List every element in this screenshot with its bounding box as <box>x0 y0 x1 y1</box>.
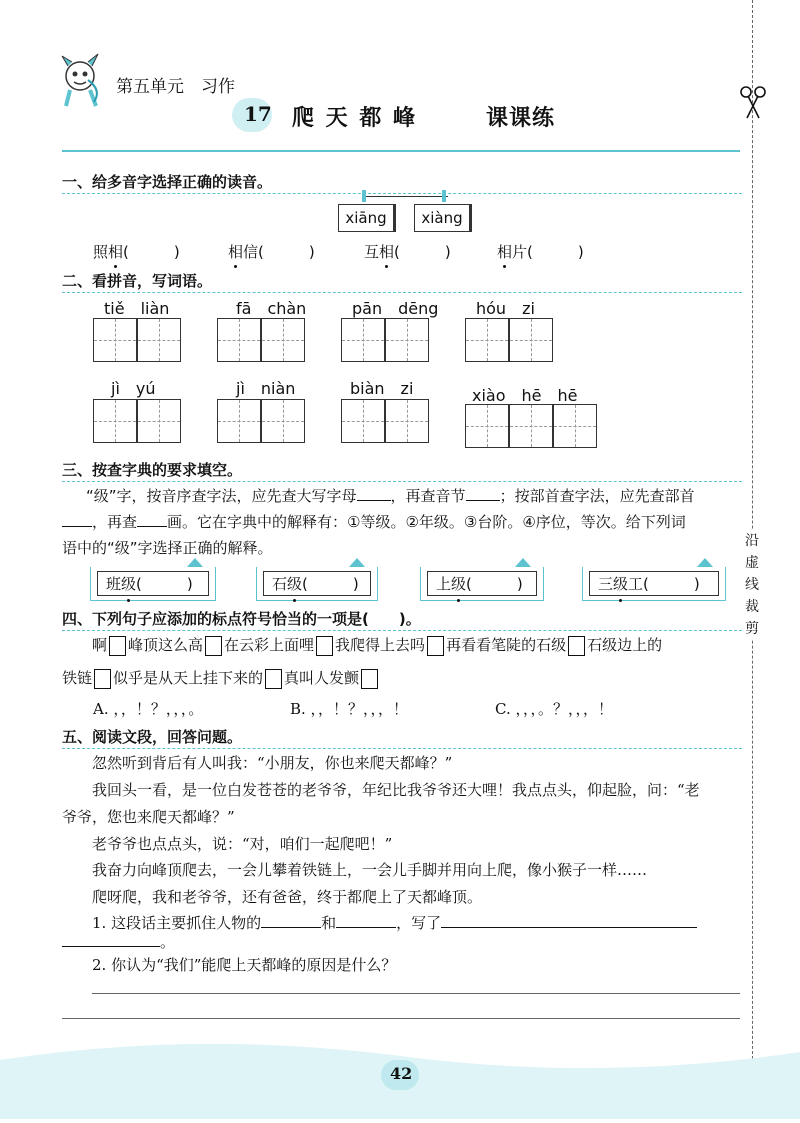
word-char: 石 <box>272 575 288 593</box>
passage-line: 我回头一看，是一位白发苍苍的老爷爷，年纪比我爷爷还大哩！我点点头，仰起脸，问：“老 <box>92 781 700 799</box>
punctuation-box[interactable] <box>94 669 111 689</box>
card-body <box>589 571 719 596</box>
card-body <box>97 571 209 596</box>
q3-title: 三、按查字典的要求填空。 <box>62 461 243 479</box>
mascot-icon <box>58 50 106 110</box>
pinyin-prompt: xiào hē hē <box>472 386 578 405</box>
q3-text: ；按部首查字法，应先查部首 <box>499 487 695 505</box>
target-char: 级 <box>287 572 302 596</box>
pinyin-prompt: jì yú <box>111 379 156 398</box>
target-char: 级 <box>613 572 628 596</box>
answer-blank[interactable] <box>137 526 167 527</box>
q4-sentence-line <box>92 634 662 656</box>
passage-line: 爷爷，您也来爬天都峰？” <box>62 808 235 826</box>
q3-text: “级”字，按音序查字法，应先查大写字母 <box>86 487 357 505</box>
writing-grid-cell[interactable] <box>341 318 385 362</box>
passage-line: 爬呀爬，我和老爷爷，还有爸爸，终于都爬上了天都峰顶。 <box>92 888 483 906</box>
q3-line <box>62 511 686 532</box>
answer-paren[interactable]: ( ) <box>136 575 193 593</box>
pinyin-prompt: biàn zi <box>350 379 414 398</box>
brand-label: 课课练 <box>486 106 556 131</box>
writing-grid-cell[interactable] <box>341 399 385 443</box>
question-text: ，写了 <box>396 914 442 932</box>
q4-option-c[interactable]: C. ，，，。？，，，！ <box>495 700 613 718</box>
passage-line: 老爷爷也点点头，说：“对，咱们一起爬吧！” <box>92 835 393 853</box>
writing-grid-cell[interactable] <box>217 318 261 362</box>
lesson-number: 17 <box>244 102 272 126</box>
pinyin-options <box>338 190 470 234</box>
sentence-part: 铁链 <box>62 669 93 687</box>
word-card[interactable] <box>420 567 544 601</box>
q1-item[interactable] <box>93 241 180 262</box>
passage-line: 我奋力向峰顶爬去，一会儿攀着铁链上，一会儿手脚并用向上爬，像小猴子一样…… <box>92 861 648 879</box>
word-card[interactable] <box>256 567 378 601</box>
q3-line: 语中的“级”字选择正确的解释。 <box>62 539 273 557</box>
q1-title: 一、给多音字选择正确的读音。 <box>62 173 273 191</box>
sentence-part: 似乎是从天上挂下来的 <box>113 669 264 687</box>
side-note <box>742 530 762 640</box>
word-char: 工 <box>628 575 644 593</box>
answer-paren[interactable]: ( ) <box>302 575 359 593</box>
hanger-clip <box>442 190 446 202</box>
target-char: 级 <box>121 572 136 596</box>
header-rule <box>62 150 740 152</box>
card-peak <box>515 558 531 567</box>
writing-grid-cell[interactable] <box>509 404 553 448</box>
card-body <box>427 571 537 596</box>
word-char: 照 <box>93 243 109 261</box>
passage-line: 忽然听到背后有人叫我：“小朋友，你也来爬天都峰？” <box>92 754 453 772</box>
word-card[interactable] <box>90 567 216 601</box>
q4-title: 四、下列句子应添加的标点符号恰当的一项是( )。 <box>62 610 421 628</box>
answer-paren[interactable]: ( ) <box>123 243 180 261</box>
question-text: 。 <box>160 933 176 951</box>
q1-item[interactable] <box>228 241 315 262</box>
answer-blank[interactable] <box>441 927 697 928</box>
q4-divider <box>62 630 742 631</box>
pinyin-prompt: pān dēng <box>352 299 439 318</box>
question-text: 和 <box>321 914 337 932</box>
punctuation-box[interactable] <box>427 636 444 656</box>
writing-grid-cell[interactable] <box>93 399 137 443</box>
question-1 <box>92 912 697 933</box>
scissors-icon <box>739 86 767 124</box>
punctuation-box[interactable] <box>568 636 585 656</box>
writing-grid-cell[interactable] <box>385 399 429 443</box>
question-2: 2. 你认为“我们”能爬上天都峰的原因是什么？ <box>92 956 397 974</box>
word-char: 片 <box>512 243 528 261</box>
sentence-part: 啊 <box>92 636 108 654</box>
side-note-char: 裁 <box>745 599 759 615</box>
answer-paren[interactable]: ( ) <box>466 575 523 593</box>
q3-text: ，再查 <box>92 513 138 531</box>
pinyin-prompt: fā chàn <box>236 299 307 318</box>
answer-line[interactable] <box>92 993 740 994</box>
polyphone-char: 相 <box>497 243 513 261</box>
card-peak <box>187 558 203 567</box>
side-note-char: 虚 <box>745 555 759 571</box>
sentence-part: 再看看笔陡的石级 <box>446 636 567 654</box>
answer-blank[interactable] <box>336 927 396 928</box>
polyphone-char: 相 <box>228 243 244 261</box>
pinyin-prompt: jì niàn <box>236 379 296 398</box>
polyphone-char: 相 <box>379 243 395 261</box>
answer-paren[interactable]: ( ) <box>643 575 700 593</box>
answer-line[interactable] <box>62 1018 740 1019</box>
answer-blank[interactable] <box>62 946 160 947</box>
lesson-title: 爬 天 都 峰 <box>292 105 417 131</box>
side-note-char: 线 <box>745 577 759 593</box>
answer-paren[interactable]: ( ) <box>258 243 315 261</box>
answer-paren[interactable]: ( ) <box>527 243 584 261</box>
pinyin-option: xiāng <box>345 209 387 227</box>
sentence-part: 峰顶这么高 <box>128 636 204 654</box>
answer-blank[interactable] <box>62 526 92 527</box>
answer-blank[interactable] <box>261 927 321 928</box>
card-peak <box>697 558 713 567</box>
answer-blank[interactable] <box>357 500 391 501</box>
punctuation-box[interactable] <box>316 636 333 656</box>
writing-grid-cell[interactable] <box>93 318 137 362</box>
punctuation-box[interactable] <box>109 636 126 656</box>
pinyin-option: xiàng <box>421 209 463 227</box>
polyphone-char: 相 <box>108 243 124 261</box>
q1-item[interactable] <box>364 241 451 262</box>
word-card[interactable] <box>582 567 726 601</box>
question-text: 1. 这段话主要抓住人物的 <box>92 914 262 932</box>
punctuation-box[interactable] <box>205 636 222 656</box>
word-char: 互 <box>364 243 380 261</box>
writing-grid-cell[interactable] <box>137 399 181 443</box>
answer-blank[interactable] <box>466 500 500 501</box>
writing-grid-cell[interactable] <box>261 399 305 443</box>
q5-title: 五、阅读文段，回答问题。 <box>62 728 243 746</box>
sentence-part: 石级边上的 <box>587 636 663 654</box>
q1-item[interactable] <box>497 241 584 262</box>
unit-label: 第五单元 习作 <box>116 77 235 97</box>
writing-grid-cell[interactable] <box>509 318 553 362</box>
word-char: 信 <box>243 243 259 261</box>
writing-grid-cell[interactable] <box>553 404 597 448</box>
q4-sentence-line <box>62 667 380 689</box>
question-1-continuation <box>62 931 175 952</box>
writing-grid-cell[interactable] <box>261 318 305 362</box>
q4-option-b[interactable]: B. ，，！？，，，！ <box>290 700 409 718</box>
q3-divider <box>62 481 742 482</box>
sentence-part: 真叫人发颤 <box>284 669 360 687</box>
writing-grid-cell[interactable] <box>385 318 429 362</box>
writing-grid-cell[interactable] <box>217 399 261 443</box>
side-note-char: 沿 <box>745 533 759 549</box>
pinyin-prompt: hóu zi <box>476 299 535 318</box>
q3-line <box>86 485 695 506</box>
pinyin-option-card <box>338 204 396 232</box>
pinyin-option-card <box>414 204 472 232</box>
writing-grid-cell[interactable] <box>465 404 509 448</box>
q5-divider <box>62 748 742 749</box>
word-char: 上 <box>436 575 452 593</box>
punctuation-box[interactable] <box>361 669 378 689</box>
side-note-char: 剪 <box>745 621 759 637</box>
word-char: 班 <box>106 575 122 593</box>
q3-text: 画。它在字典中的解释有：①等级。②年级。③台阶。④序位，等次。给下列词 <box>167 513 686 531</box>
word-char: 三 <box>598 575 614 593</box>
q2-divider <box>62 292 742 293</box>
punctuation-box[interactable] <box>265 669 282 689</box>
pinyin-prompt: tiě liàn <box>104 299 170 318</box>
answer-paren[interactable]: ( ) <box>394 243 451 261</box>
q2-title: 二、看拼音，写词语。 <box>62 272 213 290</box>
q3-text: ，再查音节 <box>390 487 466 505</box>
q4-option-a[interactable]: A. ，，！？，，，。 <box>93 700 204 718</box>
card-peak <box>349 558 365 567</box>
sentence-part: 我爬得上去吗 <box>335 636 426 654</box>
hanger-clip <box>362 190 366 202</box>
page-number: 42 <box>390 1064 413 1083</box>
hanger-wire <box>362 196 448 197</box>
writing-grid-cell[interactable] <box>465 318 509 362</box>
card-body <box>263 571 371 596</box>
writing-grid-cell[interactable] <box>137 318 181 362</box>
sentence-part: 在云彩上面哩 <box>224 636 315 654</box>
target-char: 级 <box>451 572 466 596</box>
